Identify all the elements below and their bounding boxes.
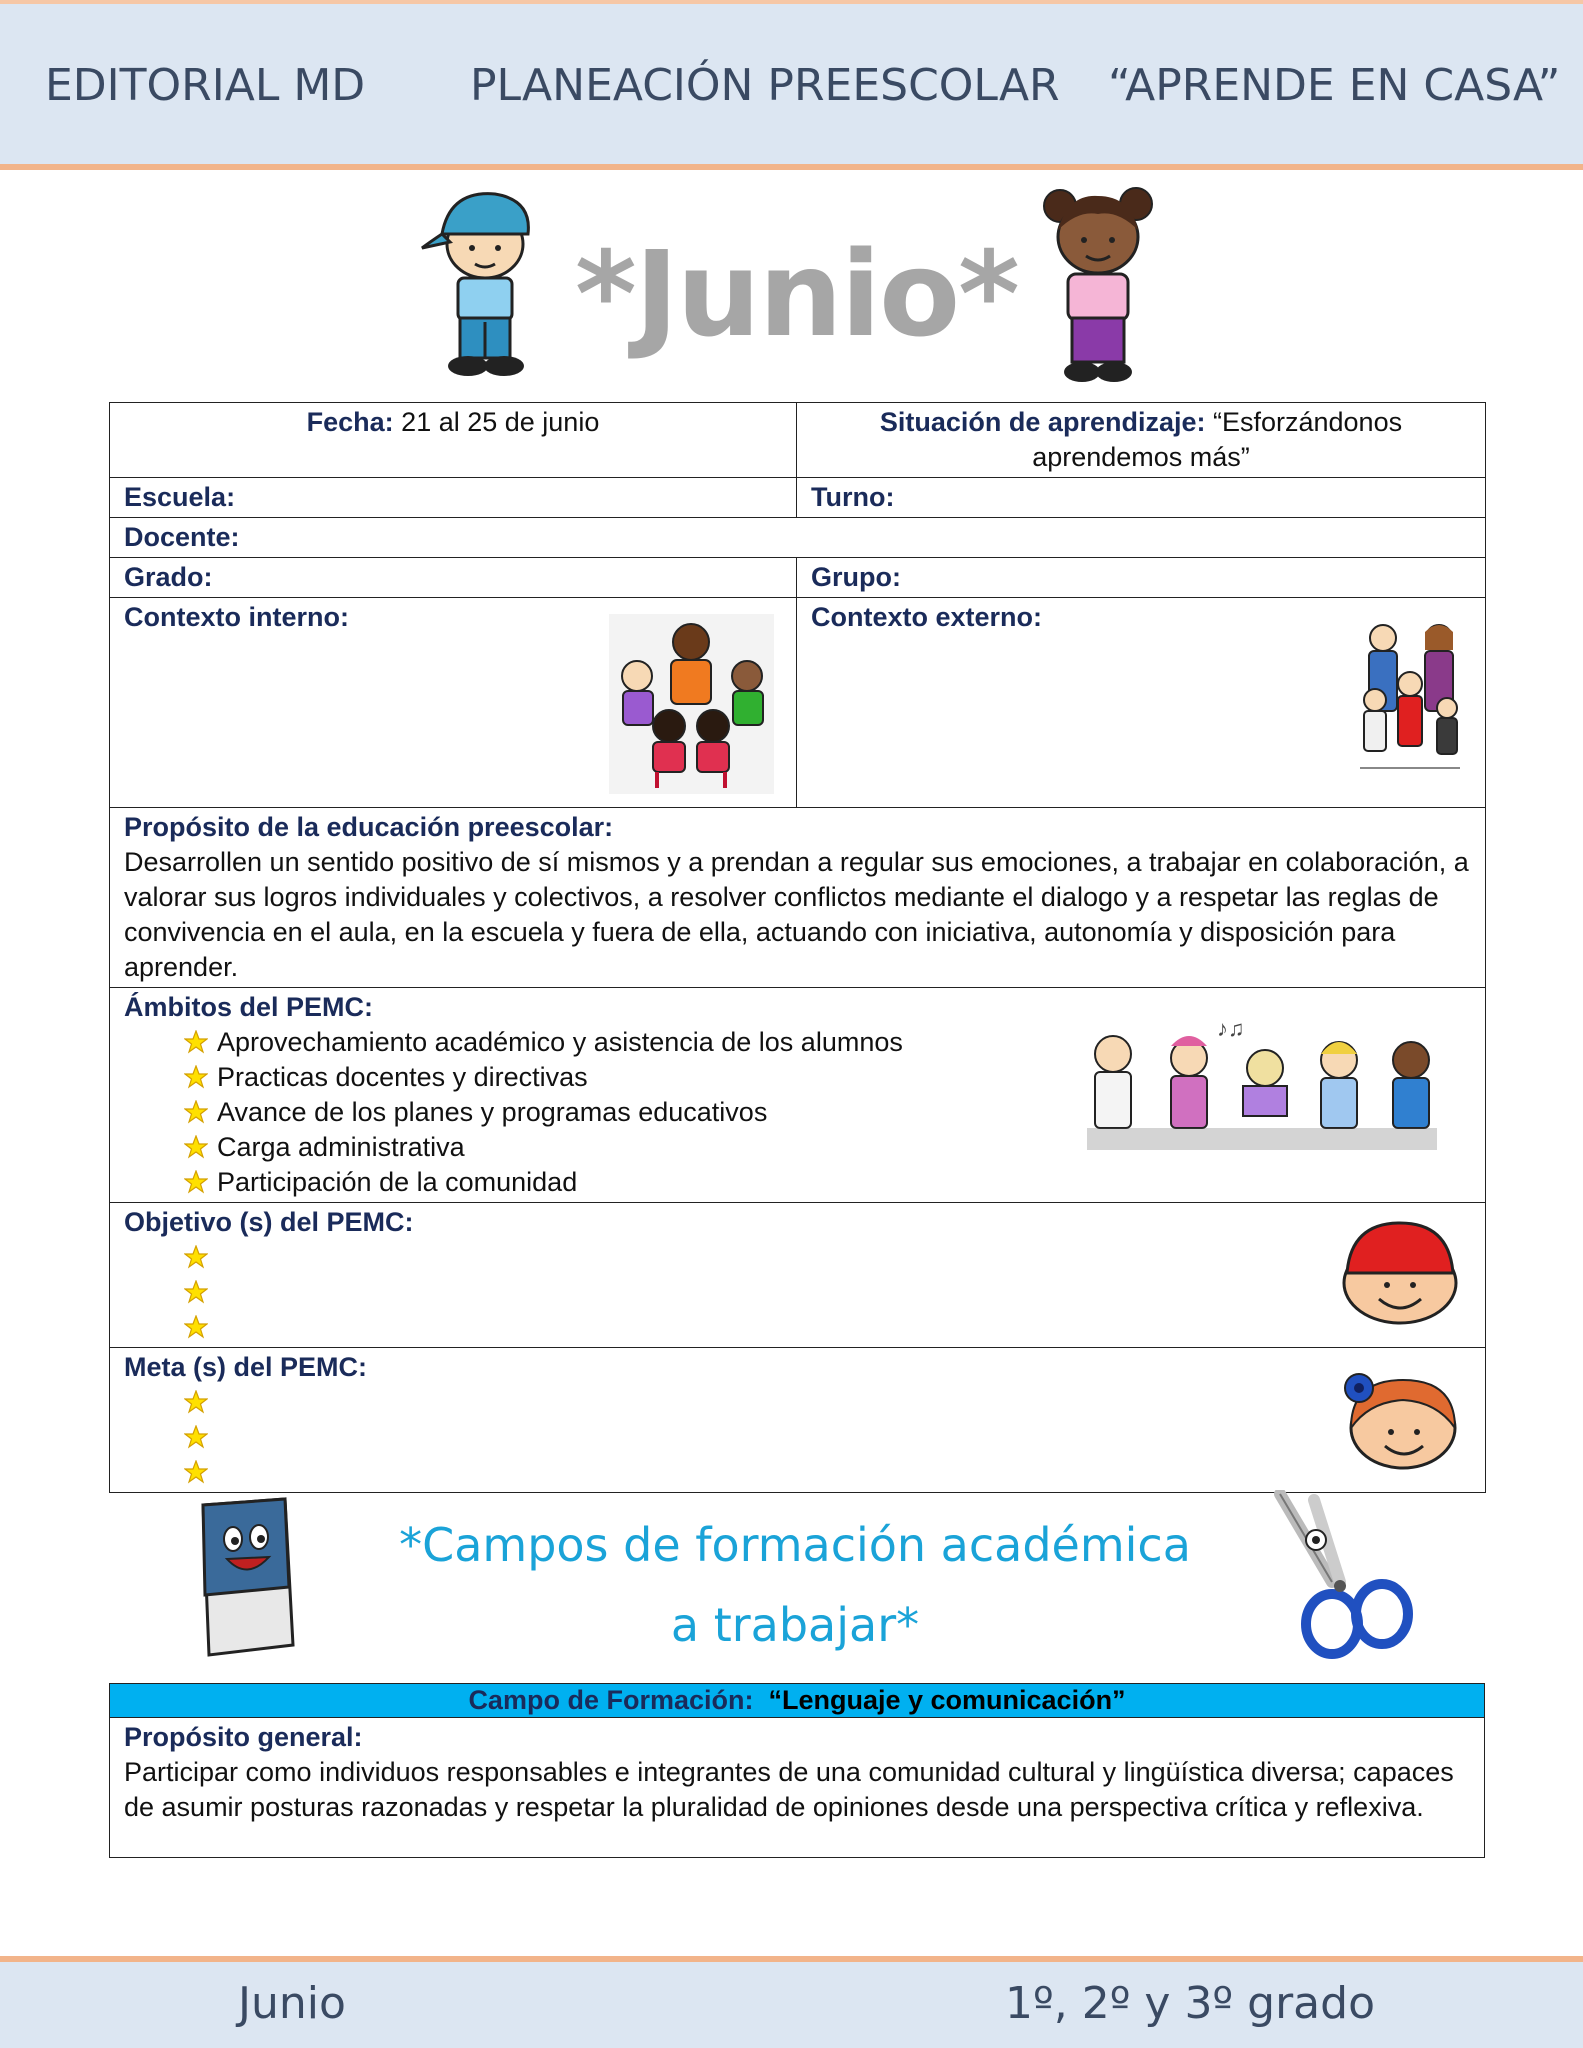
contexto-externo-cell [797, 598, 1486, 808]
campo-proposito-text: Participar como individuos responsables e integrantes de una comunidad cultural y lingüística diversa; capaces de asumir posturas razonadas y respetar la pluralidad de opiniones desde una perspectiva crítica y reflexiva. [124, 1757, 1454, 1822]
fecha-label: Fecha: [306, 407, 394, 437]
grupo-cell [797, 558, 1486, 598]
list-item [184, 1455, 1471, 1490]
list-item [184, 1275, 1471, 1310]
campos-heading-line1: *Campos de formación académica [399, 1518, 1191, 1572]
list-item [184, 1420, 1471, 1455]
turno-cell [797, 478, 1486, 518]
proposito-label: Propósito de la educación preescolar: [124, 812, 614, 842]
campo-proposito-cell [110, 1718, 1485, 1858]
campo-head [110, 1684, 1485, 1718]
ambitos-cell [110, 988, 1486, 1203]
situacion-value: “Esforzándonos aprendemos más” [1032, 407, 1403, 472]
escuela-label: Escuela: [124, 482, 236, 512]
contexto-interno-cell [110, 598, 797, 808]
docente-cell [110, 518, 1486, 558]
campos-heading-line2: a trabajar* [670, 1598, 920, 1652]
star-icon [184, 1100, 208, 1124]
list-item: Carga administrativa [184, 1130, 1471, 1165]
girl-flower-face-clipart [1337, 1366, 1463, 1472]
contexto-externo-label: Contexto externo: [811, 602, 1043, 632]
docente-label: Docente: [124, 522, 240, 552]
page-title: *Junio* [575, 225, 1018, 363]
ambitos-label: Ámbitos del PEMC: [124, 992, 374, 1022]
turno-label: Turno: [811, 482, 895, 512]
list-item: Aprovechamiento académico y asistencia de los alumnos [184, 1025, 1471, 1060]
contexto-interno-label: Contexto interno: [124, 602, 349, 632]
list-item [184, 1385, 1471, 1420]
scissors-clipart [1270, 1490, 1420, 1665]
grado-cell [110, 558, 797, 598]
list-item [184, 1240, 1471, 1275]
proposito-cell [110, 808, 1486, 988]
campo-proposito-label: Propósito general: [124, 1722, 363, 1752]
fecha-cell [110, 403, 797, 478]
star-icon [184, 1245, 208, 1269]
eraser-clipart [185, 1495, 300, 1660]
star-icon [184, 1390, 208, 1414]
girl-clipart [1028, 182, 1168, 387]
star-icon [184, 1460, 208, 1484]
header-planeacion: PLANEACIÓN PREESCOLAR [470, 60, 1060, 111]
metas-cell [110, 1348, 1486, 1493]
svg-text:♪♫: ♪♫ [1217, 1016, 1245, 1041]
proposito-text: Desarrollen un sentido positivo de sí mismos y a prendan a regular sus emociones, a trabajar en colaboración, a valorar sus logros individuales y colectivos, a resolver conflictos mediante el dialogo y a respetar las reglas de convivencia en el aula, en la escuela y fuera de ella, actuando con iniciativa, autonomía y disposición para aprender. [124, 847, 1469, 982]
star-icon [184, 1170, 208, 1194]
header-aprende-en-casa: “APRENDE EN CASA” [1108, 60, 1561, 111]
header-editorial: EDITORIAL MD [45, 60, 366, 111]
star-icon [184, 1280, 208, 1304]
campo-head-value: “Lenguaje y comunicación” [768, 1685, 1126, 1715]
kids-activities-clipart [1077, 1006, 1447, 1166]
star-icon [184, 1315, 208, 1339]
family-clipart [1355, 620, 1465, 775]
star-icon [184, 1030, 208, 1054]
objetivos-label: Objetivo (s) del PEMC: [124, 1207, 414, 1237]
star-icon [184, 1425, 208, 1449]
grupo-label: Grupo: [811, 562, 901, 592]
footer-grades: 1º, 2º y 3º grado [1005, 1978, 1375, 2029]
boy-cap-clipart [420, 182, 550, 382]
fecha-value: 21 al 25 de junio [393, 407, 600, 437]
children-circle-clipart [609, 614, 774, 794]
grado-label: Grado: [124, 562, 213, 592]
list-item [184, 1310, 1471, 1345]
situacion-label: Situación de aprendizaje: [879, 407, 1206, 437]
campo-head-label: Campo de Formación: [468, 1685, 754, 1715]
boy-red-cap-face-clipart [1337, 1217, 1463, 1327]
situacion-cell [797, 403, 1486, 478]
objetivos-cell [110, 1203, 1486, 1348]
list-item: Practicas docentes y directivas [184, 1060, 1471, 1095]
footer-month: Junio [238, 1978, 346, 2029]
list-item: Avance de los planes y programas educativos [184, 1095, 1471, 1130]
star-icon [184, 1065, 208, 1089]
info-table [109, 402, 1486, 1493]
star-icon [184, 1135, 208, 1159]
objetivos-list [124, 1240, 1471, 1345]
metas-label: Meta (s) del PEMC: [124, 1352, 368, 1382]
campo-formacion-table [109, 1683, 1485, 1858]
escuela-cell [110, 478, 797, 518]
metas-list [124, 1385, 1471, 1490]
list-item: Participación de la comunidad [184, 1165, 1471, 1200]
